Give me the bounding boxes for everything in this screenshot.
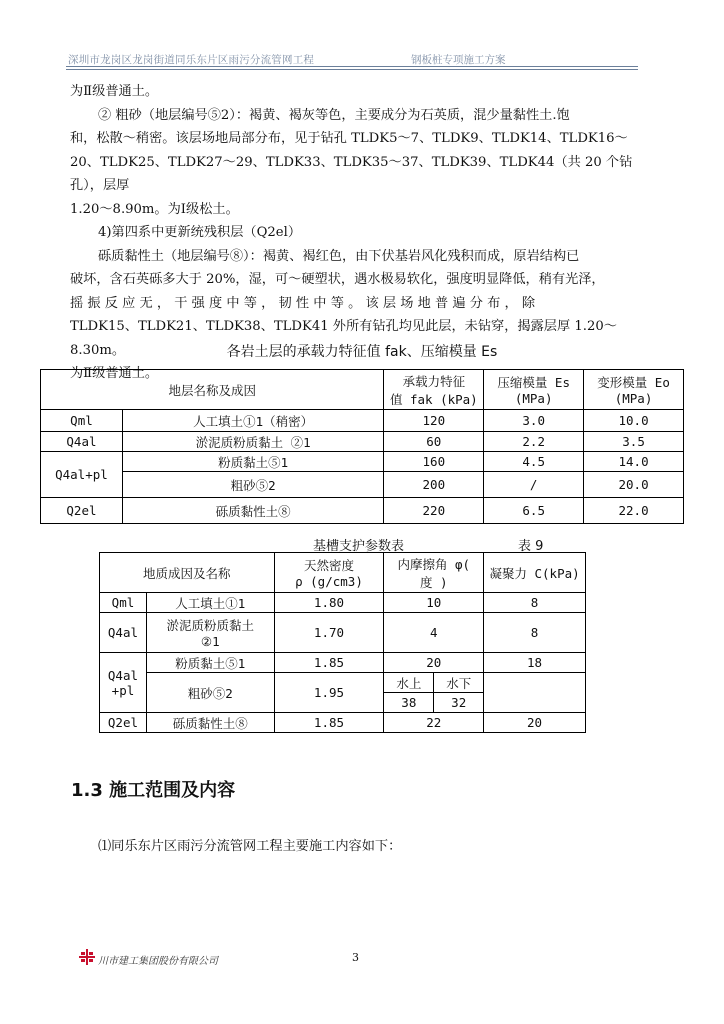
table2-title: 基槽支护参数表 [313,539,405,554]
table-row [41,472,684,498]
header-friction-angle: 内摩擦角 φ( 度 ) [384,553,484,593]
header-document-title: 钢板桩专项施工方案 [411,54,506,66]
cell-friction-angle: 4 [384,613,484,653]
cell-above-water-label: 水上 [384,673,434,693]
cell-fak: 160 [384,452,484,472]
cell-density: 1.80 [274,593,384,613]
table-row [41,452,684,472]
paragraph-line: 破坏，含石英砾多大于 20%，湿，可～硬塑状，遇水极易软化，强度明显降低，稍有光泽， [70,272,605,287]
cell-es: 3.0 [484,410,584,432]
cell-eo: 22.0 [584,498,684,524]
cell-fak: 120 [384,410,484,432]
cell-name: 粗砂⑤2 [122,472,383,498]
page-header [66,48,638,68]
bearing-capacity-table [40,369,684,524]
cell-name: 淤泥质粉质黏土 ②1 [146,613,274,653]
cell-name: 人工填土①1 [146,593,274,613]
table-row [100,613,586,653]
paragraph-line: 摇 振 反 应 无 ， 干 强 度 中 等 ， 韧 性 中 等 。 该 层 场 地 普 遍 分 布 ， 除 [70,295,536,311]
cell-cohesion: 8 [484,593,586,613]
header-name: 地层名称及成因 [41,370,384,410]
paragraph-line: 为Ⅱ级普通土。 [70,84,159,99]
cell-eo: 14.0 [584,452,684,472]
paragraph-line: 和，松散～稍密。该层场地局部分布，见于钻孔 TLDK5～7、TLDK9、TLDK14、TLDK16～ [70,131,628,146]
cell-es: / [484,472,584,498]
cell-origin: Qml [100,593,147,613]
table-row [100,713,586,733]
header-rule [66,66,638,67]
table-row [41,432,684,452]
cell-origin: Qml [41,410,123,432]
header-fak: 承载力特征 值 fak (kPa) [384,370,484,410]
table-row [41,498,684,524]
paragraph-line: 1.20～8.90m。为Ⅰ级松土。 [70,201,239,217]
footer-company: 川市建工集团股份有限公司 [98,956,218,967]
cell-cohesion [484,673,586,713]
cell-fak: 60 [384,432,484,452]
header-name: 地质成因及名称 [100,553,275,593]
cell-density: 1.85 [274,653,384,673]
paragraph-line: 为Ⅱ级普通土。 [70,366,159,381]
cell-friction-angle: 20 [384,653,484,673]
cell-name: 砾质黏性土⑧ [122,498,383,524]
header-rule-thin [66,69,638,70]
cell-eo: 3.5 [584,432,684,452]
cell-es: 2.2 [484,432,584,452]
page-number: 3 [352,951,359,964]
table-row [100,653,586,673]
paragraph-line: 砾质黏性土（地层编号⑧）：褐黄、褐红色，由下伏基岩风化残积而成，原岩结构已 [98,248,580,264]
header-eo: 变形模量 Eo (MPa) [584,370,684,410]
cell-name: 砾质黏性土⑧ [146,713,274,733]
cell-friction-below: 32 [434,693,484,713]
body-text [70,80,642,386]
table-row [100,673,586,693]
header-cohesion: 凝聚力 C(kPa) [484,553,586,593]
company-logo-icon [78,948,96,966]
cell-es: 4.5 [484,452,584,472]
cell-fak: 200 [384,472,484,498]
cell-eo: 20.0 [584,472,684,498]
cell-cohesion: 20 [484,713,586,733]
cell-name: 淤泥质粉质黏土 ②1 [122,432,383,452]
header-density: 天然密度 ρ (g/cm3) [274,553,384,593]
cell-fak: 220 [384,498,484,524]
cell-origin: Q4al +pl [100,653,147,713]
table-row [100,593,586,613]
subheading: 4)第四系中更新统残积层（Q2el） [98,225,302,240]
cell-below-water-label: 水下 [434,673,484,693]
cell-friction-angle: 22 [384,713,484,733]
cell-density: 1.95 [274,673,384,713]
paragraph-line: TLDK15、TLDK21、TLDK38、TLDK41 外所有钻孔均见此层，未钻穿，揭露层厚 1.20～8.30m。 [70,319,617,358]
cell-eo: 10.0 [584,410,684,432]
cell-origin: Q4al [41,432,123,452]
cell-name: 粗砂⑤2 [146,673,274,713]
cell-es: 6.5 [484,498,584,524]
cell-density: 1.85 [274,713,384,733]
cell-friction-angle: 10 [384,593,484,613]
paragraph-line: 20、TLDK25、TLDK27～29、TLDK33、TLDK35～37、TLDK39、TLDK44（共 20 个钻孔），层厚 [70,154,633,193]
table1-caption: 各岩土层的承载力特征值 fak、压缩模量 Es [226,344,498,360]
cell-origin: Q2el [100,713,147,733]
section-paragraph: ⑴同乐东片区雨污分流管网工程主要施工内容如下： [98,839,402,854]
cell-origin: Q2el [41,498,123,524]
support-parameter-table [99,552,586,733]
cell-name: 人工填土①1（稍密） [122,410,383,432]
section-heading: 1.3 施工范围及内容 [71,780,236,801]
table2-number: 表 9 [518,539,544,554]
paragraph-line: ② 粗砂（地层编号⑤2）：褐黄、褐灰等色，主要成分为石英质，混少量黏性土.饱 [98,107,570,123]
header-project-title: 深圳市龙岗区龙岗街道同乐东片区雨污分流管网工程 [68,54,315,66]
cell-origin: Q4al+pl [41,452,123,498]
table-row [41,410,684,432]
cell-origin: Q4al [100,613,147,653]
cell-friction-above: 38 [384,693,434,713]
cell-cohesion: 8 [484,613,586,653]
cell-density: 1.70 [274,613,384,653]
cell-cohesion: 18 [484,653,586,673]
header-es: 压缩模量 Es (MPa) [484,370,584,410]
cell-name: 粉质黏土⑤1 [122,452,383,472]
cell-name: 粉质黏土⑤1 [146,653,274,673]
